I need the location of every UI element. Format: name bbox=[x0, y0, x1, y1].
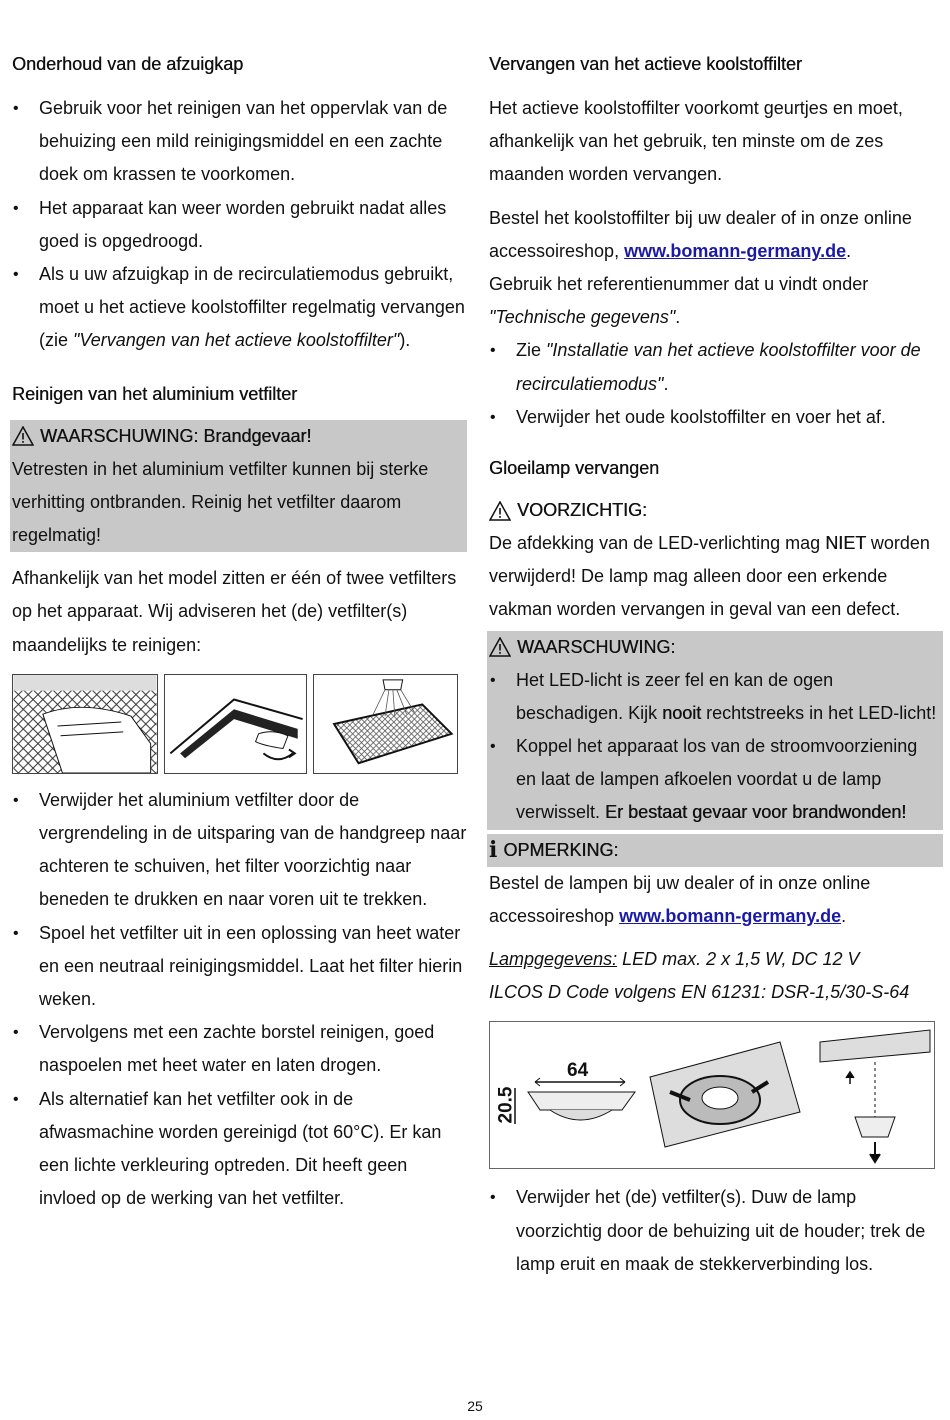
fire-warning-box bbox=[10, 420, 467, 553]
lamp-steps bbox=[489, 1181, 943, 1281]
cross-reference: "Vervangen van het actieve koolstoffilter" bbox=[73, 330, 400, 351]
cross-reference: "Technische gegevens" bbox=[489, 307, 676, 328]
carbon-filter-heading: Vervangen van het actieve koolstoffilter bbox=[489, 54, 802, 74]
warning-title: WAARSCHUWING: Brandgevaar! bbox=[40, 425, 312, 446]
warning-header bbox=[12, 420, 465, 453]
warning-triangle-icon bbox=[489, 637, 511, 657]
warning-text: Vetresten in het aluminium vetfilter kunnen bij sterke verhitting ontbranden. Reinig het vetfilter daarom regelmatig! bbox=[12, 458, 429, 546]
lamp-data: Lampgegevens: LED max. 2 x 1,5 W, DC 12 V bbox=[489, 949, 860, 970]
carbon-reference-text: Gebruik het referentienummer dat u vindt onder "Technische gegevens". bbox=[489, 274, 869, 328]
lamp-code: ILCOS D Code volgens EN 61231: DSR-1,5/30-S-64 bbox=[489, 982, 910, 1003]
warning-triangle-icon bbox=[12, 426, 34, 446]
list-item: • Verwijder het aluminium vetfilter door de vergrendeling in de uitsparing van de handgreep naar achteren te schuiven, het filter voorzichtig naar beneden te drukken en naar voren uit te trekken. bbox=[12, 784, 467, 917]
list-item: • Spoel het vetfilter uit in een oplossing van heet water en een neutraal reinigingsmiddel. Laat het filter hierin weken. bbox=[12, 917, 467, 1017]
clean-heading: Reinigen van het aluminium vetfilter bbox=[12, 383, 298, 404]
advice-text: Afhankelijk van het model zitten er één of twee vetfilters op het apparaat. Wij adviseren het (de) vetfilter(s) maandelijks te reinigen: bbox=[12, 568, 457, 655]
list-item: • Verwijder het oude koolstoffilter en voer het af. bbox=[489, 401, 943, 434]
warning-triangle-icon bbox=[489, 501, 511, 521]
filter-rinse-illustration bbox=[313, 674, 458, 774]
note-box bbox=[489, 834, 943, 933]
warning-header bbox=[489, 631, 941, 664]
lamp-diagram bbox=[490, 1022, 934, 1168]
list-item: • Als alternatief kan het vetfilter ook in de afwasmachine worden gereinigd (tot 60°C). Er kan een lichte verkleuring optreden. Dit heeft geen invloed op de werking van het vetfilter. bbox=[12, 1083, 467, 1216]
caution-box bbox=[489, 494, 943, 627]
led-warning-list bbox=[489, 664, 941, 830]
led-warning-box bbox=[487, 631, 943, 830]
dimension-width: 64 bbox=[567, 1060, 589, 1082]
cross-reference: "Installatie van het actieve koolstoffilter voor de recirculatiemodus" bbox=[516, 340, 921, 394]
note-text: Bestel de lampen bij uw dealer of in onze online accessoireshop www.bomann-germany.de. bbox=[489, 872, 871, 926]
carbon-steps bbox=[489, 334, 943, 434]
caution-header bbox=[489, 494, 943, 527]
list-item: • Zie "Installatie van het actieve koolstoffilter voor de recirculatiemodus". bbox=[489, 334, 943, 400]
note-title: OPMERKING: bbox=[503, 839, 619, 860]
note-header bbox=[487, 834, 943, 867]
carbon-filter-text: Het actieve koolstoffilter voorkomt geurtjes en moet, afhankelijk van het gebruik, ten minste om de zes maanden worden vervangen. bbox=[489, 98, 903, 185]
list-item: • Verwijder het (de) vetfilter(s). Duw de lamp voorzichtig door de behuizing uit de houder; trek de lamp eruit en maak de stekkerverbinding los. bbox=[489, 1181, 943, 1281]
left-column bbox=[12, 50, 467, 1215]
caution-text: De afdekking van de LED-verlichting mag NIET worden verwijderd! De lamp mag alleen door een erkende vakman worden vervangen in geval van een defect. bbox=[489, 533, 930, 620]
right-column bbox=[489, 50, 943, 1281]
filter-illustrations bbox=[12, 674, 467, 774]
caution-title: VOORZICHTIG: bbox=[517, 500, 647, 521]
shop-link[interactable]: www.bomann-germany.de bbox=[619, 905, 842, 926]
carbon-order-text: Bestel het koolstoffilter bij uw dealer of in onze online accessoireshop, www.bomann-germany.de. bbox=[489, 207, 912, 261]
list-item: • Vervolgens met een zachte borstel reinigen, goed naspoelen met heet water en laten drogen. bbox=[12, 1016, 467, 1082]
maintenance-heading: Onderhoud van de afzuigkap bbox=[12, 54, 244, 74]
list-item: • Het apparaat kan weer worden gebruikt nadat alles goed is opgedroogd. bbox=[12, 192, 467, 258]
filter-release-illustration bbox=[12, 674, 158, 774]
shop-link[interactable]: www.bomann-germany.de bbox=[624, 240, 847, 261]
filter-pull-illustration bbox=[164, 674, 307, 774]
cleaning-steps bbox=[12, 784, 467, 1216]
warning-title: WAARSCHUWING: bbox=[517, 636, 676, 657]
page-number: 25 bbox=[467, 1398, 483, 1414]
lamp-illustration bbox=[489, 1021, 935, 1169]
lamp-heading: Gloeilamp vervangen bbox=[489, 458, 660, 479]
list-item: • Het LED-licht is zeer fel en kan de ogen beschadigen. Kijk nooit rechtstreeks in het LED-licht! bbox=[489, 664, 941, 730]
list-item: • Gebruik voor het reinigen van het oppervlak van de behuizing een mild reinigingsmiddel en een zachte doek om krassen te voorkomen. bbox=[12, 92, 467, 192]
list-item: • Als u uw afzuigkap in de recirculatiemodus gebruikt, moet u het actieve koolstoffilter regelmatig vervangen (zie "Vervangen van het actieve koolstoffilter"). bbox=[12, 258, 467, 358]
info-icon: i bbox=[489, 836, 498, 863]
list-item: • Koppel het apparaat los van de stroomvoorziening en laat de lampen afkoelen voordat u de lamp verwisselt. Er bestaat gevaar voor brandwonden! bbox=[489, 730, 941, 830]
maintenance-list bbox=[12, 92, 467, 358]
dimension-height: 20.5 bbox=[495, 1086, 517, 1124]
